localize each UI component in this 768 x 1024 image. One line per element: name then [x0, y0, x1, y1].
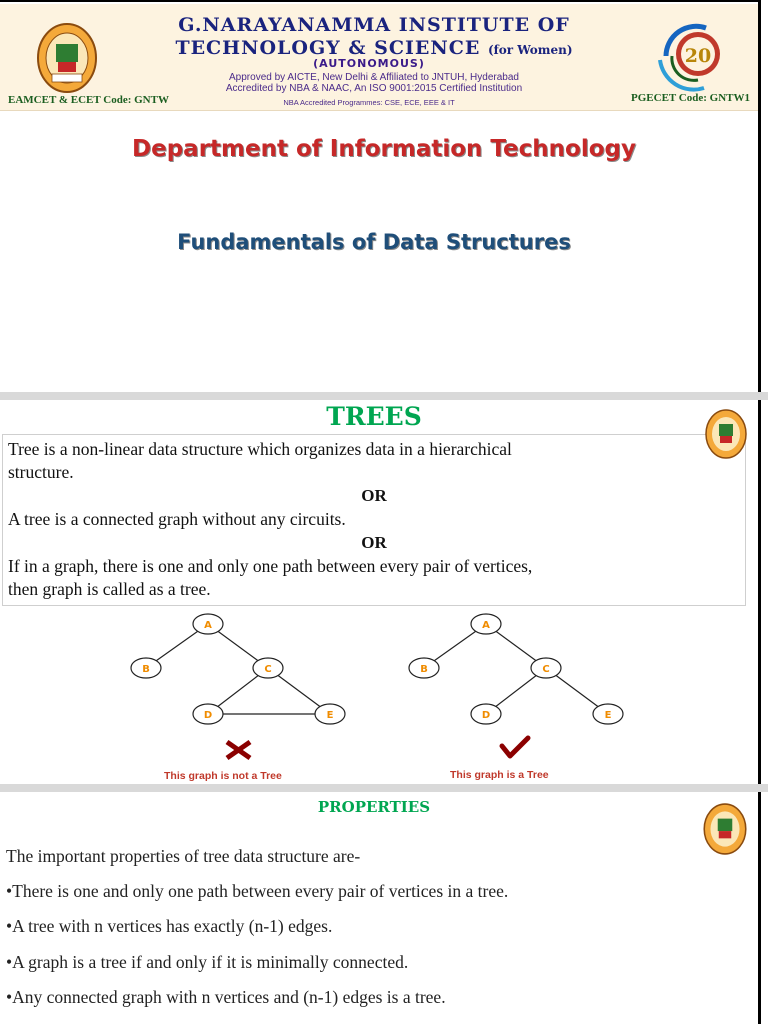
trees-slide	[0, 400, 761, 784]
svg-text:A: A	[482, 620, 490, 631]
institute-name-line1: G.NARAYANAMMA INSTITUTE OF	[178, 14, 570, 36]
slide-separator	[0, 392, 768, 400]
property-item: •Any connected graph with n vertices and (n-1) edges is a tree.	[6, 987, 446, 1007]
autonomous-label: (AUTONOMOUS)	[313, 57, 425, 70]
institute-name-line2: TECHNOLOGY & SCIENCE (for Women)	[175, 37, 573, 59]
svg-text:D: D	[481, 710, 491, 721]
pgecet-code: PGECET Code: GNTW1	[631, 92, 750, 104]
property-item: •There is one and only one path between every pair of vertices in a tree.	[6, 881, 509, 901]
graph2-node-d	[471, 704, 501, 724]
svg-text:B: B	[142, 664, 150, 675]
svg-text:C: C	[264, 664, 272, 675]
properties-intro: The important properties of tree data structure are-	[6, 846, 361, 866]
svg-text:E: E	[326, 710, 334, 721]
cross-mark-icon	[227, 742, 250, 758]
caption-tree: This graph is a Tree	[450, 769, 549, 781]
graph2-node-b	[409, 658, 439, 678]
or-separator-1: OR	[361, 486, 387, 505]
graph-diagrams	[0, 600, 758, 784]
institute-seal-logo-small-2	[702, 802, 748, 856]
subject-title: Fundamentals of Data Structures	[177, 230, 571, 254]
anniversary-number: 20	[684, 45, 712, 67]
institute-banner	[0, 4, 758, 111]
nba-programmes: NBA Accredited Programmes: CSE, ECE, EEE & IT	[283, 98, 455, 107]
svg-text:C: C	[542, 664, 550, 675]
property-item: •A graph is a tree if and only if it is minimally connected.	[6, 952, 409, 972]
graph2-node-e	[593, 704, 623, 724]
graph1-node-c	[253, 658, 283, 678]
graph1-node-a	[193, 614, 223, 634]
graph2-node-a	[471, 614, 501, 634]
graph1-node-d	[193, 704, 223, 724]
slide-separator-2	[0, 784, 768, 792]
svg-text:D: D	[203, 710, 213, 721]
definition-2: A tree is a connected graph without any circuits.	[8, 509, 346, 529]
approval-text: Approved by AICTE, New Delhi & Affiliated to JNTUH, Hyderabad Accredited by NBA & NAAC, An ISO 9001:2015 Certified Institution	[225, 72, 523, 94]
definition-1-line1: Tree is a non-linear data structure which organizes data in a hierarchical	[8, 439, 512, 459]
institute-seal-logo-small	[704, 408, 748, 460]
properties-title: PROPERTIES	[317, 798, 431, 816]
graph1-node-e	[315, 704, 345, 724]
svg-text:A: A	[204, 620, 212, 631]
trees-title: TREES	[326, 402, 422, 431]
svg-text:E: E	[604, 710, 612, 721]
definition-3-line1: If in a graph, there is one and only one path between every pair of vertices,	[8, 556, 533, 576]
property-item: •A tree with n vertices has exactly (n-1) edges.	[6, 916, 333, 936]
caption-not-tree: This graph is not a Tree	[164, 770, 282, 782]
definition-1-line2: structure.	[8, 462, 74, 482]
definition-3-line2: then graph is called as a tree.	[8, 579, 211, 599]
check-mark-icon	[502, 738, 528, 756]
definition-box	[2, 434, 746, 606]
graph2-node-c	[531, 658, 561, 678]
properties-slide	[0, 792, 761, 1024]
department-title: Department of Information Technology	[132, 136, 636, 162]
title-slide	[0, 0, 761, 394]
or-separator-2: OR	[361, 533, 387, 552]
svg-text:B: B	[420, 664, 428, 675]
for-women-label: (for Women)	[487, 43, 573, 57]
eamcet-code: EAMCET & ECET Code: GNTW	[8, 94, 169, 106]
graph1-node-b	[131, 658, 161, 678]
anniversary-logo	[646, 20, 742, 92]
